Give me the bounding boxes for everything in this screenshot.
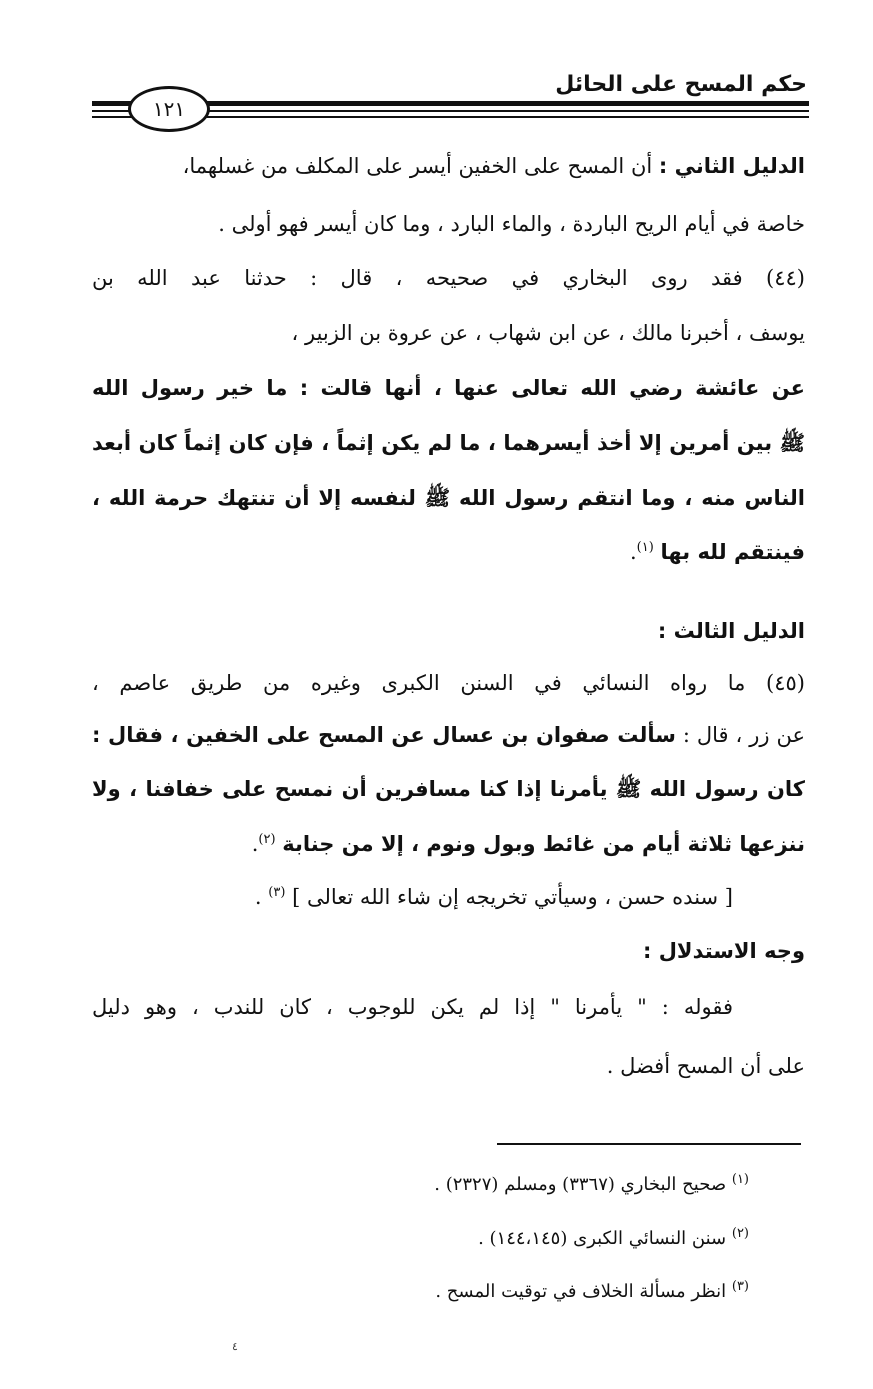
section-label: وجه الاستدلال : — [643, 939, 805, 963]
footnote — [478, 1226, 749, 1252]
hadith-line: (٤٥) ما رواه النسائي في السنن الكبرى وغيره من طريق عاصم ، — [92, 671, 805, 695]
hadith-line: ننزعها ثلاثة أيام من غائط وبول ونوم ، إلا من جنابة $^{(٢)}$. — [251, 832, 805, 856]
footnote-ref: (٢) — [258, 832, 276, 847]
footnote-text: سنن النسائي الكبرى (١٤٤،١٤٥) . — [478, 1228, 727, 1249]
hadith-text-bold: عن عائشة رضي الله تعالى عنها ، أنها قالت : ما خير رسول الله — [92, 376, 805, 400]
paragraph-line: خاصة في أيام الريح الباردة ، والماء البارد ، وما كان أيسر فهو أولى . — [218, 212, 805, 236]
hadith-line: فينتقم لله بها $^{(١)}$. — [629, 540, 805, 564]
paragraph-line: على أن المسح أفضل . — [606, 1054, 805, 1078]
hadith-text-bold: كان رسول الله ﷺ يأمرنا إذا كنا مسافرين أن نمسح على خفافنا ، ولا — [92, 777, 805, 801]
section-label: الدليل الثاني : — [658, 154, 805, 178]
footnote-ref: (١) — [636, 540, 654, 555]
hadith-line: (٤٤) فقد روى البخاري في صحيحه ، قال : حدثنا عبد الله بن — [92, 266, 805, 290]
hadith-line: يوسف ، أخبرنا مالك ، عن ابن شهاب ، عن عروة بن الزبير ، — [291, 321, 805, 345]
grade-text: [ سنده حسن ، وسيأتي تخريجه إن شاء الله تعالى ] — [292, 885, 733, 909]
hadith-line — [92, 720, 805, 750]
footnote-number: (١) — [731, 1172, 749, 1187]
scan-speck: ٤ — [232, 1340, 238, 1353]
hadith-text-bold: الناس منه ، وما انتقم رسول الله ﷺ لنفسه إلا أن تنتهك حرمة الله ، — [92, 486, 805, 510]
page-number: ١٢١ — [128, 86, 210, 132]
footnote-rule — [497, 1143, 801, 1145]
hadith-text-bold: سألت صفوان بن عسال عن المسح على الخفين ، فقال : — [92, 723, 676, 747]
footnote-number: (٢) — [731, 1226, 749, 1241]
footnote — [435, 1279, 749, 1305]
paragraph-text: أن المسح على الخفين أيسر على المكلف من غسلهما، — [182, 154, 653, 178]
footnote-number: (٣) — [731, 1279, 749, 1294]
paragraph-line: فقوله : " يأمرنا " إذا لم يكن للوجوب ، كان للندب ، وهو دليل — [92, 995, 733, 1019]
section-label: الدليل الثالث : — [657, 619, 805, 643]
hadith-text-bold: ﷺ بين أمرين إلا أخذ أيسرهما ، ما لم يكن إثماً ، فإن كان إثماً كان أبعد — [92, 431, 805, 455]
hadith-text-bold: فينتقم لله بها — [660, 540, 805, 564]
footnote — [434, 1172, 749, 1198]
hadith-text-bold: ننزعها ثلاثة أيام من غائط وبول ونوم ، إلا من جنابة — [282, 832, 805, 856]
footnote-ref: (٣) — [268, 885, 286, 900]
footnote-text: صحيح البخاري (٣٣٦٧) ومسلم (٢٣٢٧) . — [434, 1174, 727, 1195]
grade-line: [ سنده حسن ، وسيأتي تخريجه إن شاء الله تعالى ] $^{(٣)}$ . — [254, 885, 733, 909]
hadith-text: عن زر ، قال : — [682, 723, 805, 747]
paragraph-line — [183, 151, 805, 181]
footnote-text: انظر مسألة الخلاف في توقيت المسح . — [435, 1281, 727, 1302]
running-title: حكم المسح على الحائل — [555, 72, 807, 97]
